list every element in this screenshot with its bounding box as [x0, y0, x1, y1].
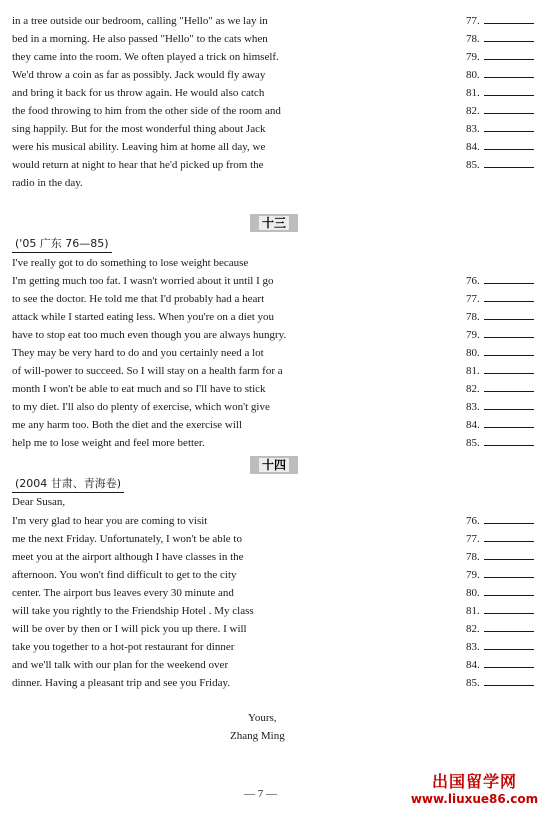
answer-number: 80.: [466, 587, 480, 599]
passage-line: me the next Friday. Unfortunately, I won't be able to: [12, 533, 242, 545]
answer-blank[interactable]: [484, 398, 534, 410]
answer-number: 78.: [466, 551, 480, 563]
passage-line: afternoon. You won't find difficult to get to the city: [12, 569, 237, 581]
passage-line: me any harm too. Both the diet and the exercise will: [12, 419, 243, 431]
passage-line: take you together to a hot-pot restaurant for dinner: [12, 641, 235, 653]
answer-blank[interactable]: [484, 156, 534, 168]
answer-item: [466, 344, 538, 362]
answer-blank[interactable]: [484, 48, 534, 60]
section-badge-label: 十三: [259, 216, 289, 230]
passage-line: center. The airport bus leaves every 30 minute and: [12, 587, 234, 599]
answer-item: [466, 12, 538, 30]
passage-line: to my diet. I'll also do plenty of exercise, which won't give: [12, 401, 270, 413]
answer-blank[interactable]: [484, 638, 534, 650]
answer-item: [466, 362, 538, 380]
passage-line: will take you rightly to the Friendship Hotel . My class: [12, 605, 254, 617]
passage-line: month I won't be able to eat much and so I'll have to stick: [12, 383, 266, 395]
answer-blank[interactable]: [484, 308, 534, 320]
answer-number: 84.: [466, 419, 480, 431]
answer-number: 83.: [466, 123, 480, 135]
answer-blank[interactable]: [484, 416, 534, 428]
answer-item: [466, 138, 538, 156]
section-badge: [250, 214, 298, 232]
answer-number: 81.: [466, 605, 480, 617]
passage-line: and bring it back for us throw again. He would also catch: [12, 87, 265, 99]
answer-item: [466, 638, 538, 656]
answer-item: [466, 434, 538, 452]
answer-number: 79.: [466, 329, 480, 341]
answer-number: 85.: [466, 677, 480, 689]
answer-blank[interactable]: [484, 584, 534, 596]
passage-line: bed in a morning. He also passed "Hello" to the cats when: [12, 33, 268, 45]
answer-blank[interactable]: [484, 548, 534, 560]
answer-item: [466, 512, 538, 530]
section-badge: [250, 456, 298, 474]
passage-line: and we'll talk with our plan for the weekend over: [12, 659, 229, 671]
answer-number: 76.: [466, 515, 480, 527]
answer-number: 77.: [466, 293, 480, 305]
answer-item: [466, 84, 538, 102]
source-label: (2004 甘肃、青海卷): [12, 476, 124, 493]
answer-blank[interactable]: [484, 512, 534, 524]
passage-line: would return at night to hear that he'd picked up from the: [12, 159, 264, 171]
answer-blank[interactable]: [484, 272, 534, 284]
answer-number: 81.: [466, 365, 480, 377]
passage-line: radio in the day.: [12, 177, 83, 189]
answer-item: [466, 566, 538, 584]
answer-item: [466, 30, 538, 48]
answer-number: 78.: [466, 311, 480, 323]
answer-number: 79.: [466, 569, 480, 581]
answer-item: [466, 102, 538, 120]
answer-blank[interactable]: [484, 362, 534, 374]
answer-blank[interactable]: [484, 434, 534, 446]
answer-blank[interactable]: [484, 380, 534, 392]
answer-number: 78.: [466, 33, 480, 45]
passage-line: help me to lose weight and feel more better.: [12, 437, 205, 449]
answer-number: 85.: [466, 159, 480, 171]
answer-number: 82.: [466, 105, 480, 117]
passage-line: I'm getting much too fat. I wasn't worried about it until I go: [12, 275, 274, 287]
passage-line: I'm very glad to hear you are coming to visit: [12, 515, 208, 527]
answer-number: 82.: [466, 623, 480, 635]
answer-item: [466, 584, 538, 602]
answer-number: 83.: [466, 401, 480, 413]
answer-item: [466, 120, 538, 138]
answer-number: 76.: [466, 275, 480, 287]
passage-line: the food throwing to him from the other side of the room and: [12, 105, 281, 117]
passage-line: to see the doctor. He told me that I'd probably had a heart: [12, 293, 265, 305]
watermark-url: www.liuxue86.com: [410, 792, 539, 806]
answer-blank[interactable]: [484, 530, 534, 542]
answer-item: [466, 308, 538, 326]
answer-number: 85.: [466, 437, 480, 449]
answer-number: 81.: [466, 87, 480, 99]
passage-line: We'd throw a coin as far as possibly. Jack would fly away: [12, 69, 266, 81]
answer-item: [466, 416, 538, 434]
answer-item: [466, 48, 538, 66]
letter-closing: Yours,: [248, 712, 277, 724]
answer-blank[interactable]: [484, 566, 534, 578]
answer-blank[interactable]: [484, 102, 534, 114]
answer-blank[interactable]: [484, 344, 534, 356]
answer-number: 84.: [466, 659, 480, 671]
answer-blank[interactable]: [484, 290, 534, 302]
answer-item: [466, 620, 538, 638]
answer-item: [466, 156, 538, 174]
passage-line: have to stop eat too much even though you are always hungry.: [12, 329, 287, 341]
section-badge-label: 十四: [259, 458, 289, 472]
answer-item: [466, 398, 538, 416]
passage-line: they came into the room. We often played a trick on himself.: [12, 51, 279, 63]
answer-blank[interactable]: [484, 66, 534, 78]
answer-blank[interactable]: [484, 84, 534, 96]
answer-item: [466, 602, 538, 620]
answer-item: [466, 548, 538, 566]
answer-blank[interactable]: [484, 326, 534, 338]
watermark-logo: [402, 772, 547, 806]
page-number: — 7 —: [244, 788, 277, 800]
answer-item: [466, 66, 538, 84]
answer-number: 79.: [466, 51, 480, 63]
passage-line: will be over by then or I will pick you up there. I will: [12, 623, 247, 635]
answer-blank[interactable]: [484, 120, 534, 132]
answer-blank[interactable]: [484, 674, 534, 686]
answer-blank[interactable]: [484, 12, 534, 24]
answer-number: 77.: [466, 533, 480, 545]
passage-line: They may be very hard to do and you certainly need a lot: [12, 347, 264, 359]
answer-number: 80.: [466, 69, 480, 81]
answer-number: 80.: [466, 347, 480, 359]
answer-blank[interactable]: [484, 602, 534, 614]
answer-item: [466, 290, 538, 308]
passage-line: I've really got to do something to lose weight because: [12, 257, 249, 269]
answer-item: [466, 656, 538, 674]
source-label: ('05 广东 76—85): [12, 236, 112, 253]
answer-item: [466, 530, 538, 548]
answer-blank[interactable]: [484, 656, 534, 668]
letter-signature: Zhang Ming: [230, 730, 285, 742]
watermark-title: 出国留学网: [431, 772, 517, 791]
answer-blank[interactable]: [484, 620, 534, 632]
passage-line: of will-power to succeed. So I will stay on a health farm for a: [12, 365, 283, 377]
answer-item: [466, 674, 538, 692]
letter-salutation: Dear Susan,: [12, 496, 66, 508]
passage-line: meet you at the airport although I have classes in the: [12, 551, 244, 563]
passage-line: sing happily. But for the most wonderful thing about Jack: [12, 123, 266, 135]
passage-line: were his musical ability. Leaving him at home all day, we: [12, 141, 266, 153]
answer-number: 77.: [466, 15, 480, 27]
answer-number: 83.: [466, 641, 480, 653]
passage-line: in a tree outside our bedroom, calling "Hello" as we lay in: [12, 15, 268, 27]
answer-item: [466, 380, 538, 398]
passage-line: attack while I started eating less. When you're on a diet you: [12, 311, 275, 323]
answer-item: [466, 272, 538, 290]
answer-number: 82.: [466, 383, 480, 395]
answer-number: 84.: [466, 141, 480, 153]
answer-blank[interactable]: [484, 138, 534, 150]
answer-item: [466, 326, 538, 344]
passage-line: dinner. Having a pleasant trip and see you Friday.: [12, 677, 231, 689]
answer-blank[interactable]: [484, 30, 534, 42]
